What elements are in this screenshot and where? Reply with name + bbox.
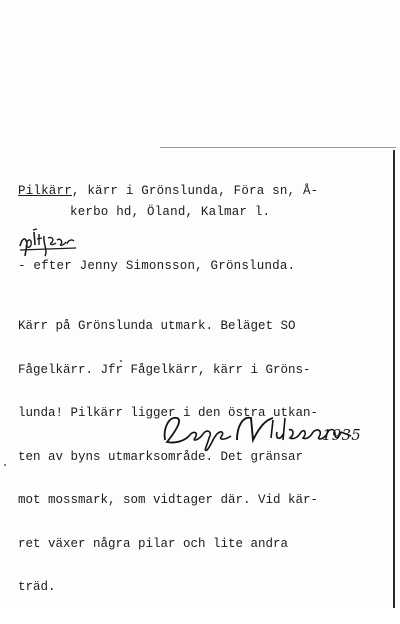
informant-name: Jenny Simonsson, Grönslunda. bbox=[79, 259, 296, 273]
body-line: ret växer några pilar och lite andra bbox=[18, 536, 289, 551]
body-line: lunda! Pilkärr ligger i den östra utkan- bbox=[18, 406, 319, 420]
card-right-edge bbox=[393, 150, 395, 608]
body-line: mot mossmark, som vidtager där. Vid kär- bbox=[18, 493, 319, 507]
year: 1935 bbox=[322, 426, 361, 444]
informant-line bbox=[18, 259, 295, 273]
body-line: Kärr på Grönslunda utmark. Beläget SO bbox=[18, 319, 296, 333]
headword: Pilkärr bbox=[18, 184, 72, 198]
phonetic-transcription bbox=[18, 226, 80, 263]
body-line: träd. bbox=[18, 580, 56, 594]
header-line-1-rest: , kärr i Grönslunda, Föra sn, Å- bbox=[71, 184, 319, 198]
body-line: ten av byns utmarksområde. Det gränsar bbox=[18, 449, 304, 464]
card-top-edge bbox=[160, 147, 396, 148]
speck bbox=[120, 360, 122, 362]
header-line-2: kerbo hd, Öland, Kalmar l. bbox=[70, 205, 271, 219]
speck bbox=[4, 464, 6, 466]
phonetic-handwriting bbox=[18, 226, 80, 258]
header-line-1 bbox=[18, 184, 318, 198]
body-line: Fågelkärr. Jfr Fågelkärr, kärr i Gröns- bbox=[18, 362, 311, 377]
informant-prefix: - efter bbox=[18, 259, 80, 273]
